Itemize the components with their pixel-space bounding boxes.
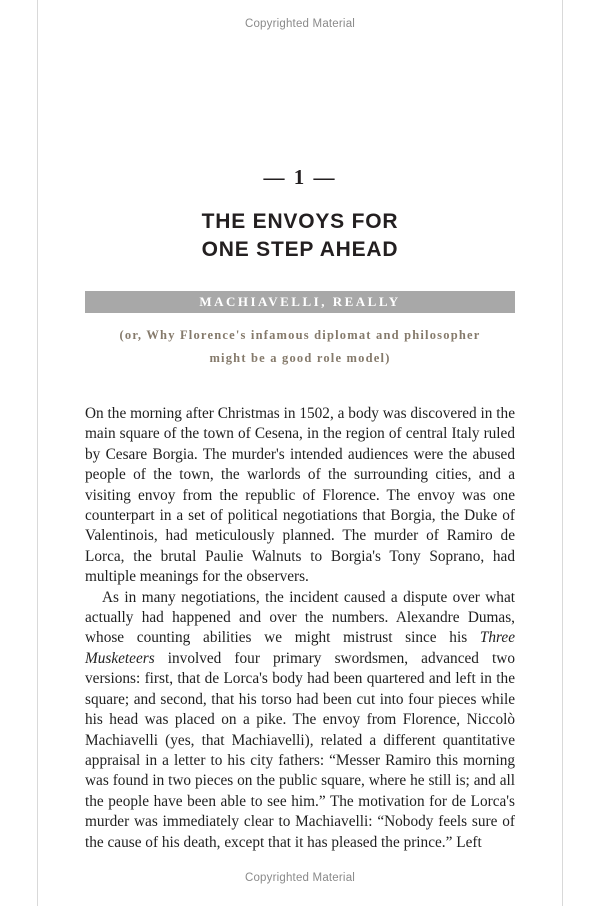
paragraph bbox=[85, 588, 515, 853]
text-segment: involved four primary swordsmen, advanced two versions: first, that de Lorca's body had been quartered and left in the square; and second, that his torso had been cut into four pieces while his head was placed on a pike. The envoy from Florence, Niccolò Machiavelli (yes, that Machiavelli), related a different quantitative appraisal in a letter to his city fathers: “Messer Ramiro this morning was found in two pieces on the public square, where he still is; and all the people have been able to see him.” The motivation for de Lorca's murder was immediately clear to Machiavelli: “Nobody feels sure of the cause of his death, except that it has pleased the prince.” Left bbox=[85, 649, 515, 851]
subtitle-line2: might be a good role model) bbox=[209, 351, 391, 365]
section-banner: MACHIAVELLI, REALLY bbox=[85, 291, 515, 313]
ornament-dash-left: — bbox=[263, 165, 287, 189]
text-segment: On the morning after Christmas in 1502, a body was discovered in the main square of the town of Cesena, in the region of central Italy ruled by Cesare Borgia. The murder's intended audiences were the abused people of the town, the warlords of the surrounding cities, and a visiting envoy from the republic of Florence. The envoy was one counterpart in a set of political negotiations that Borgia, the Duke of Valentinois, had meticulously planned. The murder of Ramiro de Lorca, the brutal Paulie Walnuts to Borgia's Tony Soprano, had multiple meanings for the observers. bbox=[85, 405, 515, 586]
ornament-dash-right: — bbox=[313, 165, 337, 189]
chapter-number: 1 bbox=[293, 165, 307, 189]
copyright-notice-top: Copyrighted Material bbox=[244, 18, 356, 30]
italic-text: Three Musketeers bbox=[85, 629, 515, 667]
chapter-title-line2: ONE STEP AHEAD bbox=[201, 238, 399, 261]
paragraph bbox=[85, 404, 515, 588]
text-segment: As in many negotiations, the incident caused a dispute over what actually had happened and over the numbers. Alexandre Dumas, whose counting abilities we might mistrust since his bbox=[85, 588, 515, 647]
body-text bbox=[85, 404, 515, 853]
section-subtitle bbox=[60, 324, 540, 370]
chapter-title-line1: THE ENVOYS FOR bbox=[201, 210, 399, 233]
page-edge-right bbox=[562, 0, 563, 906]
chapter-number-ornament bbox=[0, 165, 600, 190]
subtitle-line1: (or, Why Florence's infamous diplomat and philosopher bbox=[119, 328, 481, 342]
chapter-title bbox=[0, 208, 600, 264]
page-edge-left bbox=[37, 0, 38, 906]
copyright-notice-bottom: Copyrighted Material bbox=[244, 872, 356, 884]
